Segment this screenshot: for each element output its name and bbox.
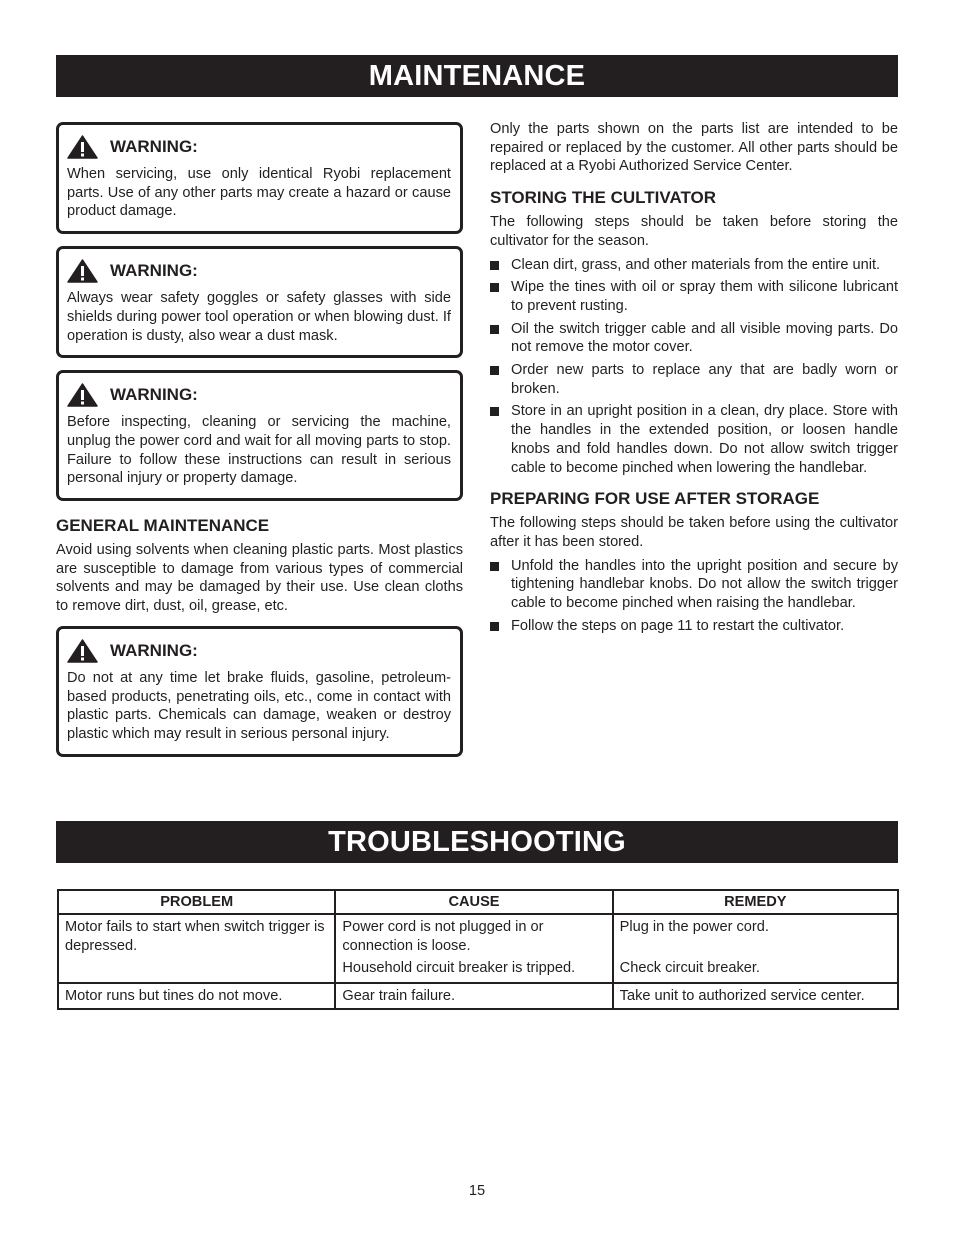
warning-heading: WARNING: bbox=[110, 261, 198, 281]
bullet-square-icon bbox=[490, 366, 499, 375]
warning-heading: WARNING: bbox=[110, 385, 198, 405]
section-heading: GENERAL MAINTENANCE bbox=[56, 516, 270, 536]
list-item-text: Oil the switch trigger cable and all visible moving parts. Do not remove the motor cover. bbox=[511, 320, 898, 356]
warning-text: Do not at any time let brake fluids, gasoline, petroleum-based products, penetrating oils, etc., come in contact with plastic parts. Chemicals can damage, weaken or destroy plastic which may result in serious personal injury. bbox=[67, 669, 451, 742]
list-item bbox=[490, 361, 898, 398]
bullet-square-icon bbox=[490, 325, 499, 334]
list-item-text: Order new parts to replace any that are badly worn or broken. bbox=[511, 362, 898, 397]
preparing-section bbox=[490, 489, 898, 635]
list-item bbox=[490, 278, 898, 315]
table-row bbox=[58, 983, 898, 1009]
section-heading: PREPARING FOR USE AFTER STORAGE bbox=[490, 489, 820, 509]
warning-text: Always wear safety goggles or safety glasses with side shields during power tool operation or when blowing dust. If operation is dusty, also wear a dust mask. bbox=[67, 290, 451, 344]
cause-cell: Power cord is not plugged in or connection is loose. bbox=[335, 914, 612, 957]
page-number: 15 bbox=[468, 1183, 486, 1199]
preparing-list bbox=[490, 557, 898, 636]
problem-cell: Motor runs but tines do not move. bbox=[58, 983, 335, 1009]
warning-box-safety-goggles bbox=[56, 246, 463, 358]
list-item-text: Clean dirt, grass, and other materials from the entire unit. bbox=[511, 256, 881, 273]
list-item-text: Wipe the tines with oil or spray them with silicone lubricant to prevent rusting. bbox=[511, 279, 898, 314]
list-item bbox=[490, 256, 898, 275]
list-item bbox=[490, 617, 898, 636]
warning-box-unplug bbox=[56, 370, 463, 501]
list-item-text: Store in an upright position in a clean, dry place. Store with the handles in the extended position, or loosen handle knobs and fold handles down. Do not allow switch trigger cable to become pinched when lowering the handlebar. bbox=[511, 403, 898, 476]
warning-triangle-icon bbox=[67, 383, 98, 407]
list-item bbox=[490, 320, 898, 357]
problem-cell: Motor fails to start when switch trigger is depressed. bbox=[58, 914, 335, 983]
warning-text: When servicing, use only identical Ryobi replacement parts. Use of any other parts may create a hazard or cause product damage. bbox=[67, 166, 451, 220]
bullet-square-icon bbox=[490, 407, 499, 416]
list-item-text: Follow the steps on page 11 to restart the cultivator. bbox=[511, 617, 845, 634]
warning-text: Before inspecting, cleaning or servicing the machine, unplug the power cord and wait for all moving parts to stop. Failure to follow these instructions can result in serious personal injury or property damage. bbox=[67, 414, 451, 487]
left-column bbox=[56, 122, 463, 769]
list-item bbox=[490, 402, 898, 477]
storing-section bbox=[490, 188, 898, 477]
bullet-square-icon bbox=[490, 562, 499, 571]
troubleshooting-table bbox=[57, 889, 899, 1010]
bullet-square-icon bbox=[490, 283, 499, 292]
warning-heading: WARNING: bbox=[110, 137, 198, 156]
cause-cell: Household circuit breaker is tripped. bbox=[335, 957, 612, 983]
column-header-problem: PROBLEM bbox=[58, 890, 335, 914]
list-item bbox=[490, 557, 898, 613]
section-text: Avoid using solvents when cleaning plastic parts. Most plastics are susceptible to damage from various types of commercial solvents and may be damaged by their use. Use clean cloths to remove dirt, dust, oil, grease, etc. bbox=[56, 542, 463, 615]
general-maintenance-section bbox=[56, 516, 463, 616]
section-intro: The following steps should be taken before using the cultivator after it has been stored. bbox=[490, 515, 898, 550]
warning-triangle-icon bbox=[67, 259, 98, 283]
section-intro: The following steps should be taken before storing the cultivator for the season. bbox=[490, 214, 898, 249]
warning-triangle-icon bbox=[67, 639, 98, 663]
column-header-remedy: REMEDY bbox=[613, 890, 898, 914]
troubleshooting-banner: TROUBLESHOOTING bbox=[56, 821, 898, 863]
warning-heading: WARNING: bbox=[110, 640, 198, 660]
table-header-row bbox=[58, 890, 898, 914]
warning-box-replacement-parts bbox=[56, 122, 463, 234]
maintenance-banner: MAINTENANCE bbox=[56, 55, 898, 97]
bullet-square-icon bbox=[490, 261, 499, 270]
bullet-square-icon bbox=[490, 622, 499, 631]
warning-triangle-icon bbox=[67, 135, 98, 159]
parts-note: Only the parts shown on the parts list are intended to be repaired or replaced by the customer. All other parts should be replaced at a Ryobi Authorized Service Center. bbox=[490, 121, 898, 175]
list-item-text: Unfold the handles into the upright position and secure by tightening handlebar knobs. Do not allow the switch trigger cable to become pinched when raising the handlebar. bbox=[511, 557, 898, 612]
warning-box-chemicals bbox=[56, 626, 463, 757]
table-row bbox=[58, 914, 898, 957]
right-column bbox=[490, 120, 898, 639]
remedy-cell: Take unit to authorized service center. bbox=[613, 983, 898, 1009]
storing-list bbox=[490, 256, 898, 478]
remedy-cell: Plug in the power cord. bbox=[613, 914, 898, 957]
column-header-cause: CAUSE bbox=[335, 890, 612, 914]
remedy-cell: Check circuit breaker. bbox=[613, 957, 898, 983]
cause-cell: Gear train failure. bbox=[335, 983, 612, 1009]
section-heading: STORING THE CULTIVATOR bbox=[490, 188, 717, 208]
